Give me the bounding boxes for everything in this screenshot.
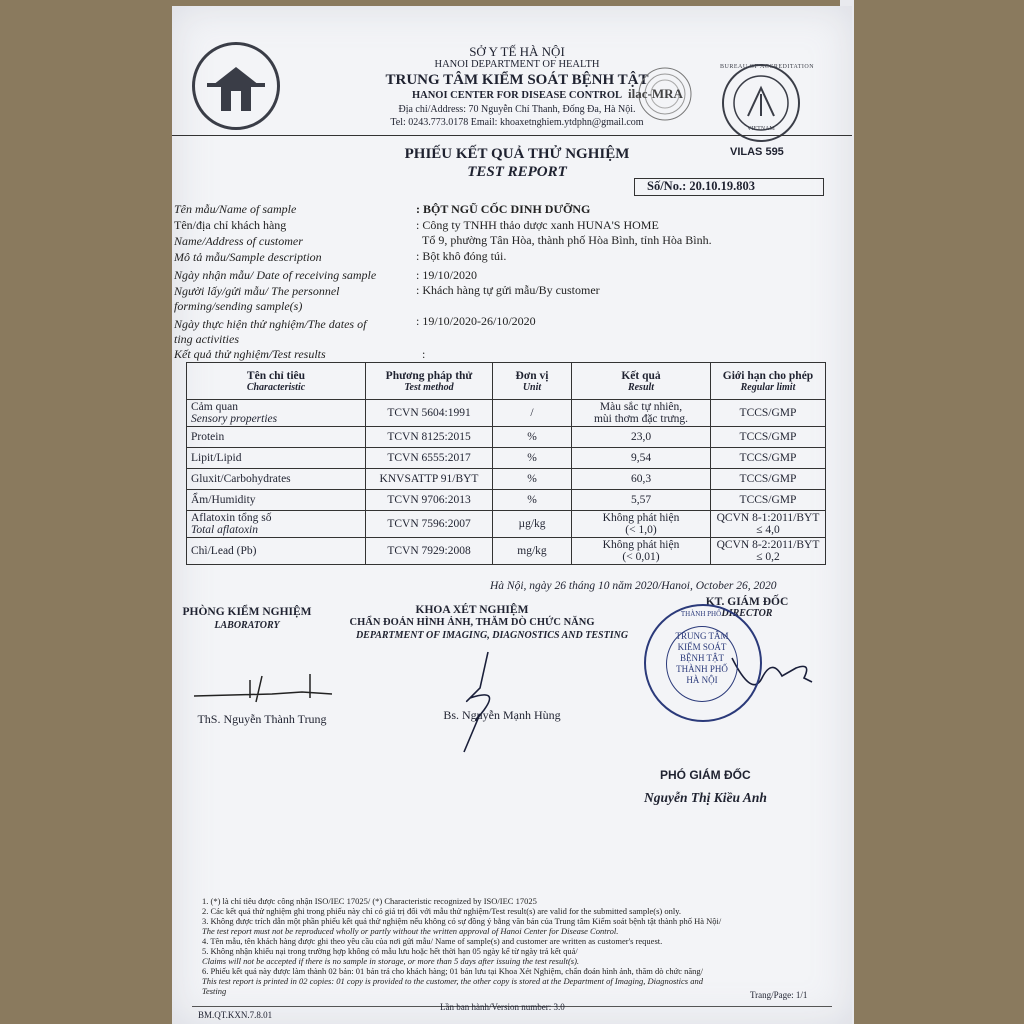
table-row [187,538,826,565]
stamp-line: BỆNH TẬT [679,653,725,663]
hanoi-cdc-logo-icon [192,42,280,130]
cell-characteristic: Lipit/Lipid [187,448,366,469]
stamp-line: THÀNH PHỐ [676,664,728,674]
info-label: ting activities [174,332,239,346]
footnote: 3. Không được trích dẫn một phần phiếu kết quả thử nghiệm nếu không có sự đồng ý bằng văn bản của Trung tâm Kiểm soát bệnh tật thành phố Hà Nội/ [202,916,722,926]
info-label: Name/Address of customer [174,234,303,248]
table-header-row [187,363,826,400]
page-number: Trang/Page: 1/1 [750,990,808,1000]
cell-unit: µg/kg [493,511,572,538]
official-stamp [644,604,762,722]
cell-limit: TCCS/GMP [711,400,826,427]
cell-unit: mg/kg [493,538,572,565]
cell-unit: % [493,490,572,511]
info-label: Người lấy/gửi mẫu/ The personnel [174,284,340,298]
table-row [187,511,826,538]
cell-characteristic: Cảm quan Sensory properties [187,400,366,427]
cell-characteristic: Gluxit/Carbohydrates [187,469,366,490]
info-value: : Khách hàng tự gửi mẫu/By customer [416,283,600,297]
stamp-center [666,626,738,702]
cell-method: TCVN 5604:1991 [366,400,493,427]
dept-vn: SỞ Y TẾ HÀ NỘI [469,44,565,59]
footnote: 4. Tên mẫu, tên khách hàng được ghi theo yêu cầu của nơi gửi mẫu/ Name of sample(s) and customer are written as customer's request. [202,936,663,946]
footnote: 6. Phiếu kết quả này được làm thành 02 bản: 01 bản trả cho khách hàng; 01 bản lưu tại Khoa Xét Nghiệm, chẩn đoán hình ảnh, thăm dò chức năng/ [202,966,704,976]
cell-method: TCVN 6555:2017 [366,448,493,469]
cell-method: TCVN 7929:2008 [366,538,493,565]
director-title-en: DIRECTOR [721,608,773,619]
table-row [187,469,826,490]
footnotes [202,896,721,996]
col-header-unit: Đơn vị Unit [493,363,572,400]
info-label: forming/sending sample(s) [174,299,303,313]
signature-2-icon [440,648,530,758]
cell-unit: % [493,469,572,490]
table-row [187,490,826,511]
vilas-ring-text: BUREAU OF ACCREDITATION [720,64,815,70]
address: Địa chỉ/Address: 70 Nguyễn Chí Thanh, Đống Đa, Hà Nội. [398,104,636,115]
stamp-line: HÀ NỘI [686,675,718,685]
info-value: : Công ty TNHH thảo dược xanh HUNA'S HOME [416,218,659,232]
ilac-label: ilac-MRA [628,86,683,101]
signature-1-icon [192,668,342,708]
cell-result: 60,3 [572,469,711,490]
deputy-director-title: PHÓ GIÁM ĐỐC [660,768,751,782]
cell-result: Không phát hiện (< 0,01) [572,538,711,565]
stamp-line: TRUNG TÂM [675,631,729,641]
info-value: : [422,347,426,361]
cell-method: TCVN 9706:2013 [366,490,493,511]
lab-title: PHÒNG KIỂM NGHIỆM [182,606,312,618]
info-value: : BỘT NGŨ CỐC DINH DƯỠNG [416,202,591,216]
info-label: Ngày nhận mẫu/ Date of receiving sample [174,268,377,282]
footnote: Claims will not be accepted if there is no sample in storage, or more than 5 days after issuing the test result(s). [202,956,580,966]
signer-2-name: Bs. Nguyễn Mạnh Hùng [443,708,561,722]
cell-method: KNVSATTP 91/BYT [366,469,493,490]
info-label: Tên mẫu/Name of sample [174,202,297,216]
department-title: KHOA XÉT NGHIỆM [415,604,529,616]
cell-characteristic: Aflatoxin tổng số Total aflatoxin [187,511,366,538]
cell-characteristic: Protein [187,427,366,448]
director-title: KT. GIÁM ĐỐC [705,596,789,608]
col-header-limit: Giới hạn cho phép Regular limit [711,363,826,400]
footnote: The test report must not be reproduced wholly or partly without the written approval of Hanoi Center for Disease Control. [202,926,619,936]
table-row [187,427,826,448]
cell-result: 23,0 [572,427,711,448]
results-table [186,362,826,565]
footnote: 2. Các kết quả thử nghiệm ghi trong phiếu này chỉ có giá trị đối với mẫu thử nghiệm/Test result(s) are valid for the submitted sample(s) only. [202,906,682,916]
vilas-country: VIETNAM [747,126,775,132]
cell-limit: TCCS/GMP [711,490,826,511]
department-title-2: CHẨN ĐOÁN HÌNH ẢNH, THĂM DÒ CHỨC NĂNG [349,617,595,628]
cell-limit: QCVN 8-2:2011/BYT ≤ 0,2 [711,538,826,565]
info-value: : 19/10/2020 [416,268,478,282]
table-row [187,448,826,469]
cell-method: TCVN 8125:2015 [366,427,493,448]
report-number: Số/No.: 20.10.19.803 [634,178,824,196]
ilac-mra-mark [620,64,710,124]
lab-title-en: LABORATORY [214,620,280,631]
department-title-en: DEPARTMENT OF IMAGING, DIAGNOSTICS AND TESTING [355,630,629,641]
vilas-number: VILAS 595 [730,146,784,158]
center-vn: TRUNG TÂM KIỂM SOÁT BỆNH TẬT [385,72,649,88]
center-en: HANOI CENTER FOR DISEASE CONTROL [411,90,623,101]
signer-1-name: ThS. Nguyễn Thành Trung [197,712,327,726]
cell-result: Không phát hiện (< 1,0) [572,511,711,538]
info-value: : 19/10/2020-26/10/2020 [416,314,536,328]
cell-result: Màu sắc tự nhiên, mùi thơm đặc trưng. [572,400,711,427]
deputy-director-name: Nguyễn Thị Kiều Anh [644,790,767,805]
cell-method: TCVN 7596:2007 [366,511,493,538]
cell-characteristic: Ẩm/Humidity [187,490,366,511]
cell-limit: TCCS/GMP [711,469,826,490]
cell-result: 5,57 [572,490,711,511]
table-row [187,400,826,427]
dept-en: HANOI DEPARTMENT OF HEALTH [434,59,600,70]
col-header-method: Phương pháp thử Test method [366,363,493,400]
stamp-line: KIỂM SOÁT [677,642,727,652]
footnote: This test report is printed in 02 copies: 01 copy is provided to the customer, the other copy is stored at the Department of Imaging, Diagnostics and [202,976,703,986]
footnote: 1. (*) là chỉ tiêu được công nhận ISO/IEC 17025/ (*) Characteristic recognized by ISO/IEC 17025 [202,896,537,906]
version-number: Lần ban hành/Version number: 3.0 [440,1002,565,1012]
header-divider [172,135,852,136]
info-label: Mô tả mẫu/Sample description [174,250,322,264]
cell-result: 9,54 [572,448,711,469]
report-title-vn: PHIẾU KẾT QUẢ THỬ NGHIỆM [404,146,630,162]
info-label: Tên/địa chỉ khách hàng [174,218,287,232]
cell-unit: % [493,427,572,448]
info-label: Kết quả thử nghiệm/Test results [174,347,326,361]
cell-unit: % [493,448,572,469]
col-header-characteristic: Tên chỉ tiêu Characteristic [187,363,366,400]
issue-date: Hà Nội, ngày 26 tháng 10 năm 2020/Hanoi, October 26, 2020 [490,580,777,592]
cell-limit: QCVN 8-1:2011/BYT ≤ 4,0 [711,511,826,538]
test-report-page [172,6,852,1024]
info-label: Ngày thực hiện thử nghiệm/The dates of [174,317,367,331]
form-code: BM.QT.KXN.7.8.01 [198,1010,273,1020]
stamp-ring-text: THÀNH PHỐ [680,610,722,618]
footnote: Testing [202,986,227,996]
cell-unit: / [493,400,572,427]
footnote: 5. Không nhận khiếu nại trong trường hợp không có mẫu lưu hoặc hết thời hạn 05 ngày kể từ ngày trả kết quả/ [202,946,578,956]
cell-limit: TCCS/GMP [711,448,826,469]
cell-limit: TCCS/GMP [711,427,826,448]
contact: Tel: 0243.773.0178 Email: khoaxetnghiem.ytdphn@gmail.com [390,117,644,128]
report-title-en: TEST REPORT [467,164,567,180]
cell-characteristic: Chì/Lead (Pb) [187,538,366,565]
info-value: Tổ 9, phường Tân Hòa, thành phố Hòa Bình, tỉnh Hòa Bình. [422,233,712,247]
col-header-result: Kết quả Result [572,363,711,400]
info-value: : Bột khô đóng túi. [416,249,507,263]
